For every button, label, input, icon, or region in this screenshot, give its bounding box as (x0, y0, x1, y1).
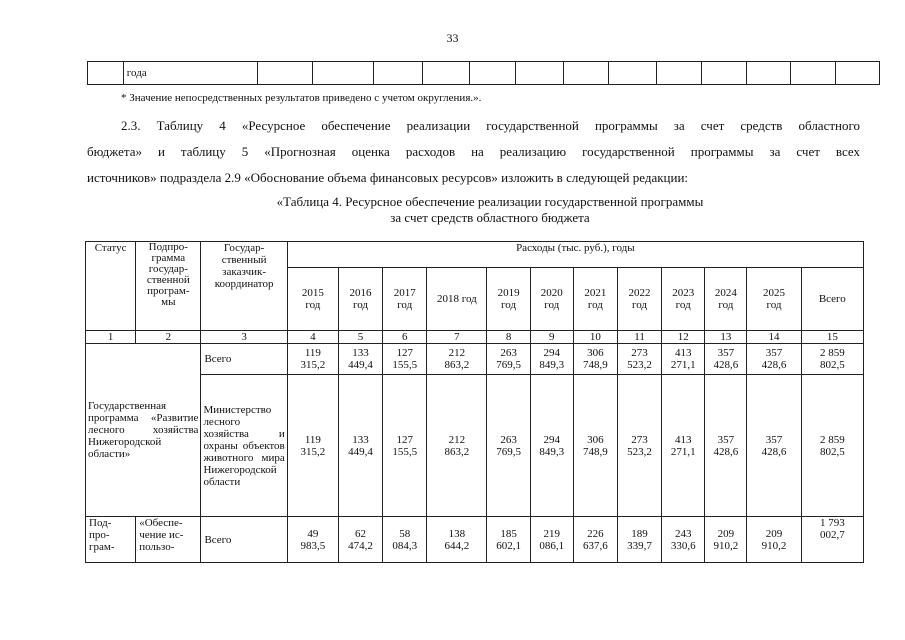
value-cell: 294 849,3 (530, 375, 573, 517)
header-year: 2024 год (705, 268, 747, 331)
resource-table (85, 241, 864, 563)
value-cell: 119 315,2 (287, 375, 338, 517)
sub-status: Под- про- грам- (86, 517, 136, 563)
header-year: 2025 год (747, 268, 801, 331)
col-number: 9 (530, 331, 573, 344)
value-cell: 189 339,7 (617, 517, 661, 563)
header-year: 2023 год (662, 268, 705, 331)
header-status: Статус (86, 242, 136, 331)
col-number: 13 (705, 331, 747, 344)
value-cell: 212 863,2 (427, 375, 487, 517)
value-cell: 357 428,6 (705, 344, 747, 375)
value-cell: 127 155,5 (383, 375, 427, 517)
header-year: 2016 год (338, 268, 382, 331)
value-cell: 413 271,1 (662, 375, 705, 517)
value-cell: 243 330,6 (662, 517, 705, 563)
header-customer: Государ- ственный заказчик- координатор (201, 242, 287, 331)
col-number: 4 (287, 331, 338, 344)
value-cell: 263 769,5 (487, 344, 530, 375)
value-cell: 226 637,6 (573, 517, 617, 563)
value-cell: 58 084,3 (383, 517, 427, 563)
body-paragraph (87, 113, 860, 191)
value-cell: 209 910,2 (705, 517, 747, 563)
paragraph-line: источников» подраздела 2.9 «Обоснование объема финансовых ресурсов» изложить в следующей редакции: (87, 170, 689, 185)
value-cell: 49 983,5 (287, 517, 338, 563)
header-year: 2015 год (287, 268, 338, 331)
footnote: * Значение непосредственных результатов приведено с учетом округления.». (121, 92, 482, 104)
value-cell: 294 849,3 (530, 344, 573, 375)
value-cell: 133 449,4 (338, 375, 382, 517)
col-number: 10 (573, 331, 617, 344)
value-cell: 306 748,9 (573, 344, 617, 375)
table-caption: «Таблица 4. Ресурсное обеспечение реализации государственной программы (276, 194, 704, 209)
header-subprogram: Подпро- грамма государ- ственной програм- мы (136, 242, 201, 331)
program-name: Государственная программа «Развитие лесного хозяйства Нижегородской области» (86, 344, 201, 517)
col-number: 2 (136, 331, 201, 344)
value-cell: 185 602,1 (487, 517, 530, 563)
value-cell: 2 859 802,5 (801, 375, 863, 517)
header-expenses: Расходы (тыс. руб.), годы (287, 242, 863, 268)
header-year: 2021 год (573, 268, 617, 331)
col-number: 15 (801, 331, 863, 344)
value-cell: 263 769,5 (487, 375, 530, 517)
header-year: 2018 год (427, 268, 487, 331)
value-cell: 2 859 802,5 (801, 344, 863, 375)
col-number: 12 (662, 331, 705, 344)
value-cell: 273 523,2 (617, 375, 661, 517)
table-caption-subtitle: за счет средств областного бюджета (390, 210, 590, 225)
fragment-cell (88, 62, 124, 85)
header-total: Всего (801, 268, 863, 331)
sub-program-name: «Обеспе- чение ис- пользо- (136, 517, 201, 563)
value-cell: 209 910,2 (747, 517, 801, 563)
value-cell: 127 155,5 (383, 344, 427, 375)
value-cell: 357 428,6 (747, 375, 801, 517)
row-label-total: Всего (201, 344, 287, 375)
header-year: 2020 год (530, 268, 573, 331)
header-year: 2017 год (383, 268, 427, 331)
header-year: 2022 год (617, 268, 661, 331)
previous-table-fragment (87, 61, 880, 85)
value-cell: 357 428,6 (705, 375, 747, 517)
header-year: 2019 год (487, 268, 530, 331)
paragraph-line: 2.3. Таблицу 4 «Ресурсное обеспечение реализации государственной программы за счет средств областного (121, 118, 860, 133)
value-cell: 413 271,1 (662, 344, 705, 375)
value-cell: 119 315,2 (287, 344, 338, 375)
fragment-label: года (123, 62, 257, 85)
value-cell: 306 748,9 (573, 375, 617, 517)
col-number: 8 (487, 331, 530, 344)
col-number: 6 (383, 331, 427, 344)
value-cell: 219 086,1 (530, 517, 573, 563)
value-cell: 273 523,2 (617, 344, 661, 375)
col-number: 14 (747, 331, 801, 344)
value-cell: 357 428,6 (747, 344, 801, 375)
page-number: 33 (446, 31, 459, 45)
col-number: 7 (427, 331, 487, 344)
col-number: 11 (617, 331, 661, 344)
value-cell: 133 449,4 (338, 344, 382, 375)
row-label-ministry: Министерство лесного хозяйства и охраны объектов животного мира Нижегородской области (201, 375, 287, 517)
paragraph-line: бюджета» и таблицу 5 «Прогнозная оценка расходов на реализацию государственной программы за счет всех (87, 144, 860, 159)
col-number: 3 (201, 331, 287, 344)
col-number: 1 (86, 331, 136, 344)
col-number: 5 (338, 331, 382, 344)
value-cell: 212 863,2 (427, 344, 487, 375)
value-cell: 138 644,2 (427, 517, 487, 563)
row-label-sub-total: Всего (201, 517, 287, 563)
value-cell: 62 474,2 (338, 517, 382, 563)
value-cell: 1 793 002,7 (801, 517, 863, 563)
